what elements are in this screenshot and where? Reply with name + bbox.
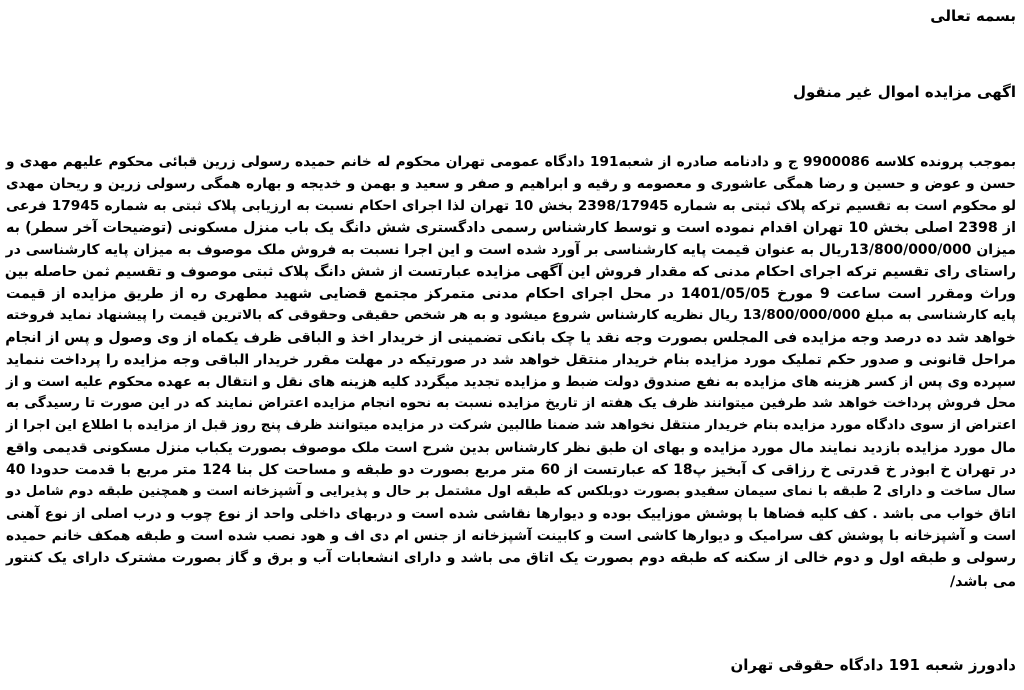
body-line: سپرده وی پس از کسر هزینه های مزایده به نفع صندوق دولت ضبط و مزایده تجدید میگردد کلیه هزینه های نقل و انتقال به عهده محکوم علیه است و از (6, 374, 1016, 390)
basmala-heading: بسمه تعالی (930, 7, 1016, 25)
body-line: سال ساخت و دارای 2 طبقه با نمای سیمان سفیدو بصورت دوبلکس که طبقه اول مشتمل بر حال و پذیرایی و آشپزخانه است و همچنین طبقه دوم شامل دو (6, 484, 1017, 499)
body-line: اتاق خواب می باشد . کف کلیه فضاها با پوشش موزاییک بوده و دیوارها نقاشی شده است و دربهای داخلی واحد از نوع چوب و درب اصلی از نوع آهنی (6, 506, 1016, 522)
body-line: حسن و عوض و حسین و رضا همگی عاشوری و معصومه و رقیه و ابراهیم و صفر و سعید و بهمن و خدیجه و بهاره همگی رسولی زرین و ریحان مهدی (6, 176, 1016, 192)
body-line: میزان 13/800/000/000ریال به عنوان قیمت پایه کارشناسی بر آورد شده است و این اجرا نسبت به فروش ملک موصوف به میزان پایه کارشناسی در (5, 242, 1016, 258)
body-line: مال مورد مزایده بازدید نمایند مال مورد مزایده و بهای ان طبق نظر کارشناس بدین شرح است ملک موصوف بصورت یکباب منزل مسکونی قدیمی واقع (6, 440, 1016, 456)
signature-line: دادورز شعبه 191 دادگاه حقوقی تهران (730, 656, 1016, 674)
body-line: راستای رای تقسیم ترکه اجرای احکام مدنی که مقدار فروش این آگهی مزایده عبارتست از شش دانگ پلاک ثبتی موصوف و تقسیم ثمن حاصله بین (4, 264, 1016, 280)
body-line: لو محکوم است به تقسیم ترکه پلاک ثبتی به شماره 2398/17945 بخش 10 تهران لذا اجرای احکام نسبت به ارزیابی پلاک ثبتی به شماره 17945 فرعی (6, 198, 1016, 214)
body-line: بموجب پرونده کلاسه 9900086 ج و دادنامه صادره از شعبه191 دادگاه عمومی تهران محکوم له خانم حمیده رسولی زرین قبائی محکوم علیهم مهدی و (6, 154, 1016, 170)
body-line: محل فروش پرداخت خواهد شد طرفین میتوانند ظرف یک هفته از تاریخ مزایده نسبت به نحوه انجام مزایده اعتراض نمایند که در این صورت تا رسیدگی به (6, 396, 1016, 411)
body-line: خواهد شد ده درصد وجه مزایده فی المجلس بصورت وجه نقد یا چک بانکی تضمینی از خریدار اخذ و الباقی ظرف یکماه از وی وصول و پس از انجام (5, 330, 1016, 346)
body-line: مراحل قانونی و صدور حکم تملیک مورد مزایده بنام خریدار منتقل خواهد شد در صورتیکه در مهلت مقرر خریدار الباقی وجه مزایده را پرداخت ننماید (6, 352, 1016, 368)
body-line: در تهران خ ابوذر خ قدرتی خ رزاقی ک آبخیز پ18 که عبارتست از 60 متر مربع بصورت دو طبقه و مساحت کل بنا 124 متر مربع با قدمت حدودا 40 (6, 462, 1016, 478)
body-line: وراث ومقرر است ساعت 9 مورخ 1401/05/05 در محل اجرای احکام مدنی متمرکز مجتمع قضایی شهید مطهری ره از طریق مزایده از قیمت (6, 286, 1017, 302)
body-line: از 2398 اصلی بخش 10 تهران اقدام نموده است و توسط کارشناس رسمی دادگستری شش دانگ یک باب منزل مسکونی (توضیحات آخر سطر) به (6, 220, 1016, 236)
body-line: می باشد/ (949, 574, 1016, 590)
body-line: است و آشپزخانه با پوشش کف سرامیک و دیوارها کاشی است و کابینت آشپزخانه از جنس ام دی اف و هود نصب شده است و طبقه همکف خانم حمیده (6, 528, 1016, 544)
body-line: رسولی و طبقه اول و دوم خالی از سکنه که طبقه دوم بصورت یک اتاق می باشد و دارای انشعابات آب و برق و گاز بصورت مشترک دارای یک کنتور (6, 550, 1016, 566)
notice-title: اگهی مزایده اموال غیر منقول (792, 83, 1016, 101)
body-line: پایه کارشناسی به مبلغ 13/800/000/000 ریال نظریه کارشناس شروع میشود و به هر شخص حقیقی وحقوقی که بالاترین قیمت را پیشنهاد نماید فروخته (6, 308, 1016, 323)
body-line: اعتراض از سوی دادگاه مورد مزایده بنام خریدار منتقل نخواهد شد ضمنا طالبین شرکت در مزایده میتوانند ظرف پنج روز قبل از مزایده با اطلاع این اجرا از (6, 418, 1016, 433)
